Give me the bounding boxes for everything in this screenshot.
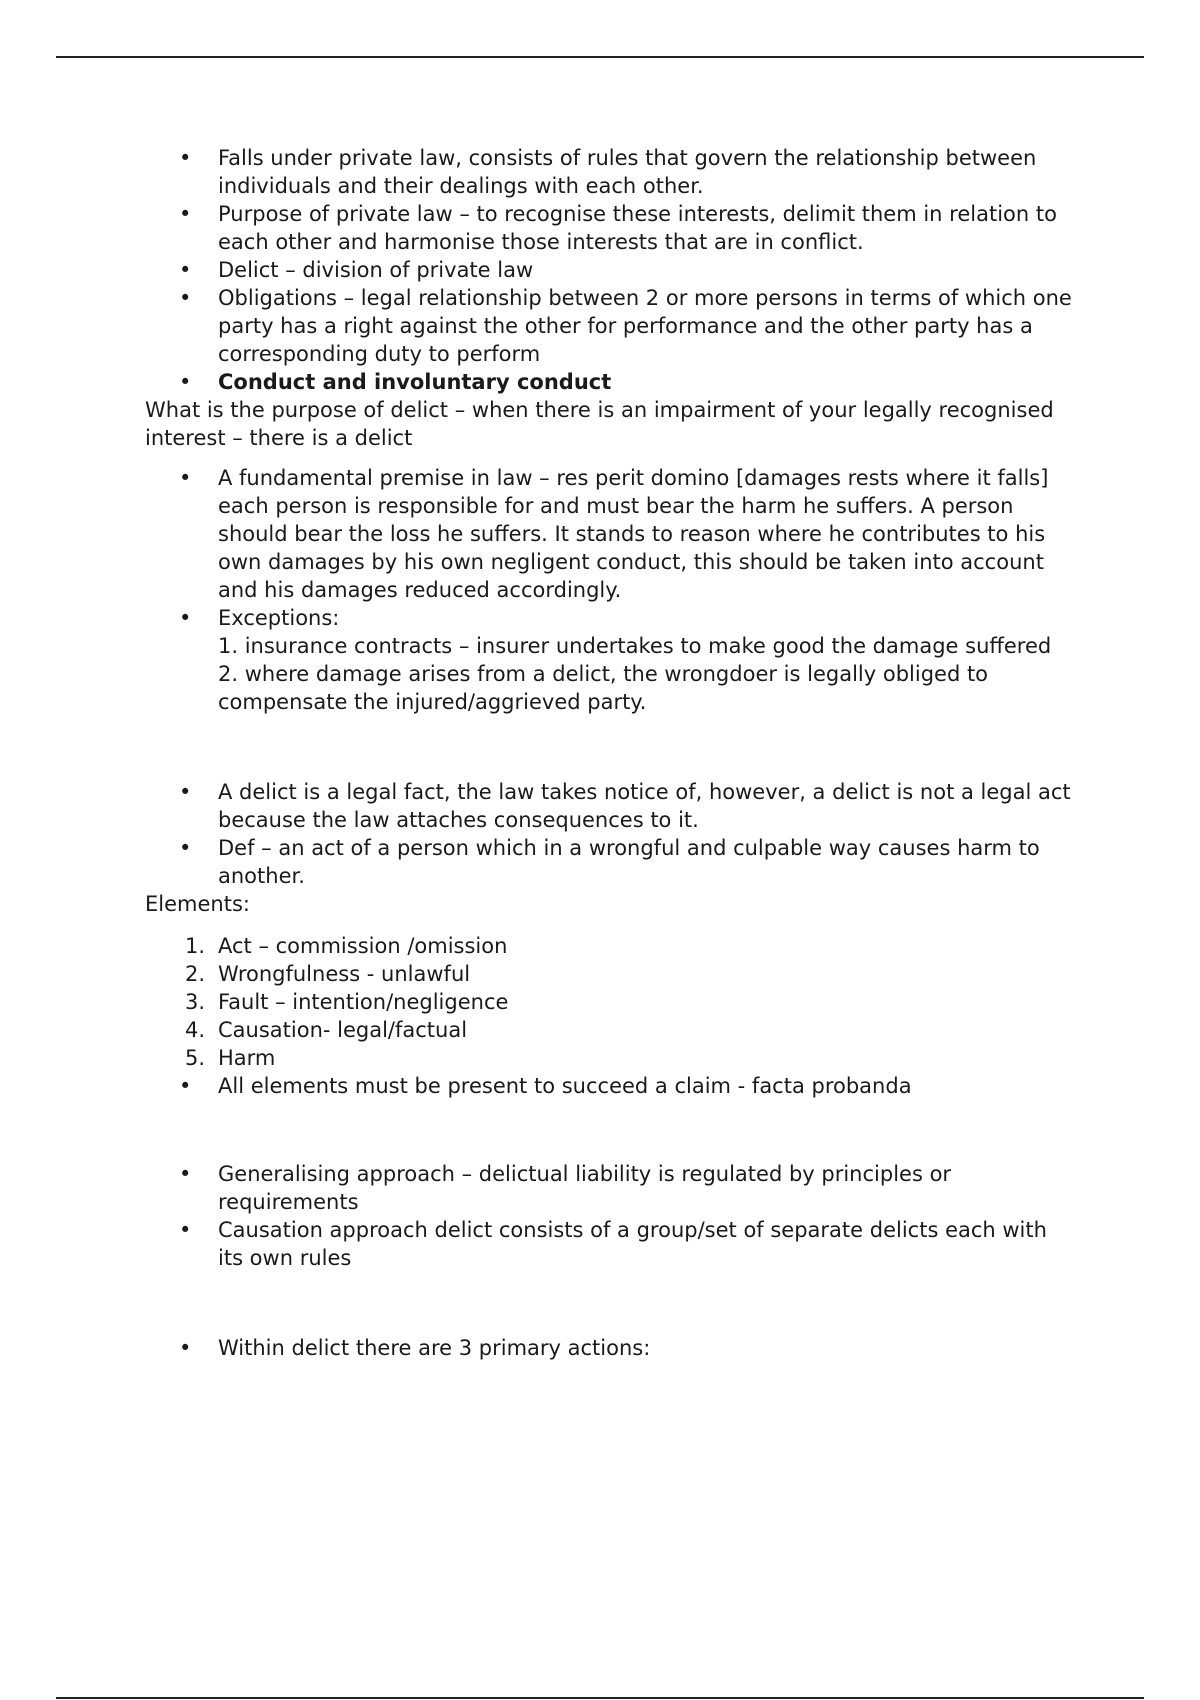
list-item: 1. Act – commission /omission xyxy=(145,932,1075,960)
list-item: • A fundamental premise in law – res perit domino [damages rests where it falls] each person is responsible for and must bear the harm he suffers. A person should bear the loss he suffers. It stands to reason where he contributes to his own damages by his own negligent conduct, this should be taken into account and his damages reduced accordingly. xyxy=(179,466,1049,602)
list-item: • Falls under private law, consists of rules that govern the relationship between individuals and their dealings with each other. xyxy=(179,146,1037,198)
bullet-icon: • xyxy=(179,202,192,226)
footer-rule xyxy=(56,1697,1144,1699)
exception-item: 1. insurance contracts – insurer undertakes to make good the damage suffered xyxy=(218,634,1052,658)
bullet-icon: • xyxy=(179,780,192,804)
approach-bullet-list xyxy=(145,1160,1075,1272)
bullet-icon: • xyxy=(179,146,192,170)
header-rule xyxy=(56,56,1144,58)
list-item xyxy=(145,604,1075,716)
bullet-icon: • xyxy=(179,836,192,860)
bullet-icon: • xyxy=(179,1162,192,1186)
list-number: 1. xyxy=(184,934,205,958)
document-body xyxy=(145,144,1075,1362)
list-number: 4. xyxy=(184,1018,205,1042)
definition-bullet-list xyxy=(145,778,1075,890)
list-item: • Obligations – legal relationship between 2 or more persons in terms of which one party has a right against the other for performance and the other party has a corresponding duty to perform xyxy=(179,286,1072,366)
exception-item: 2. where damage arises from a delict, the wrongdoer is legally obliged to compensate the injured/aggrieved party. xyxy=(218,662,989,714)
bullet-icon: • xyxy=(179,286,192,310)
list-item: 4. Causation- legal/factual xyxy=(145,1016,1075,1044)
list-item: • Within delict there are 3 primary actions: xyxy=(179,1336,651,1360)
premise-bullet-list xyxy=(145,464,1075,716)
list-item: 2. Wrongfulness - unlawful xyxy=(145,960,1075,988)
list-number: 5. xyxy=(184,1046,205,1070)
list-item: 3. Fault – intention/negligence xyxy=(145,988,1075,1016)
intro-bullet-list xyxy=(145,144,1075,396)
exceptions-label: Exceptions: xyxy=(218,606,340,630)
purpose-paragraph: What is the purpose of delict – when there is an impairment of your legally recognised interest – there is a delict xyxy=(145,398,1054,450)
list-item: • All elements must be present to succeed a claim - facta probanda xyxy=(179,1074,912,1098)
list-item: • Delict – division of private law xyxy=(179,258,534,282)
list-item: • Def – an act of a person which in a wrongful and culpable way causes harm to another. xyxy=(179,836,1040,888)
list-item: 5. Harm xyxy=(145,1044,1075,1072)
list-item: • Causation approach delict consists of a group/set of separate delicts each with its own rules xyxy=(179,1218,1047,1270)
list-item: • Purpose of private law – to recognise these interests, delimit them in relation to each other and harmonise those interests that are in conflict. xyxy=(179,202,1057,254)
bullet-icon: • xyxy=(179,1074,192,1098)
elements-numbered-list xyxy=(145,932,1075,1100)
list-item-bold: • Conduct and involuntary conduct xyxy=(179,370,612,394)
bullet-icon: • xyxy=(179,606,192,630)
bullet-icon: • xyxy=(179,370,192,394)
list-item: • Generalising approach – delictual liability is regulated by principles or requirements xyxy=(179,1162,952,1214)
actions-bullet-list xyxy=(145,1334,1075,1362)
bullet-icon: • xyxy=(179,1218,192,1242)
elements-heading: Elements: xyxy=(145,892,250,916)
list-number: 2. xyxy=(184,962,205,986)
bullet-icon: • xyxy=(179,1336,192,1360)
bullet-icon: • xyxy=(179,258,192,282)
list-number: 3. xyxy=(184,990,205,1014)
bullet-icon: • xyxy=(179,466,192,490)
list-item: • A delict is a legal fact, the law takes notice of, however, a delict is not a legal act because the law attaches consequences to it. xyxy=(179,780,1071,832)
